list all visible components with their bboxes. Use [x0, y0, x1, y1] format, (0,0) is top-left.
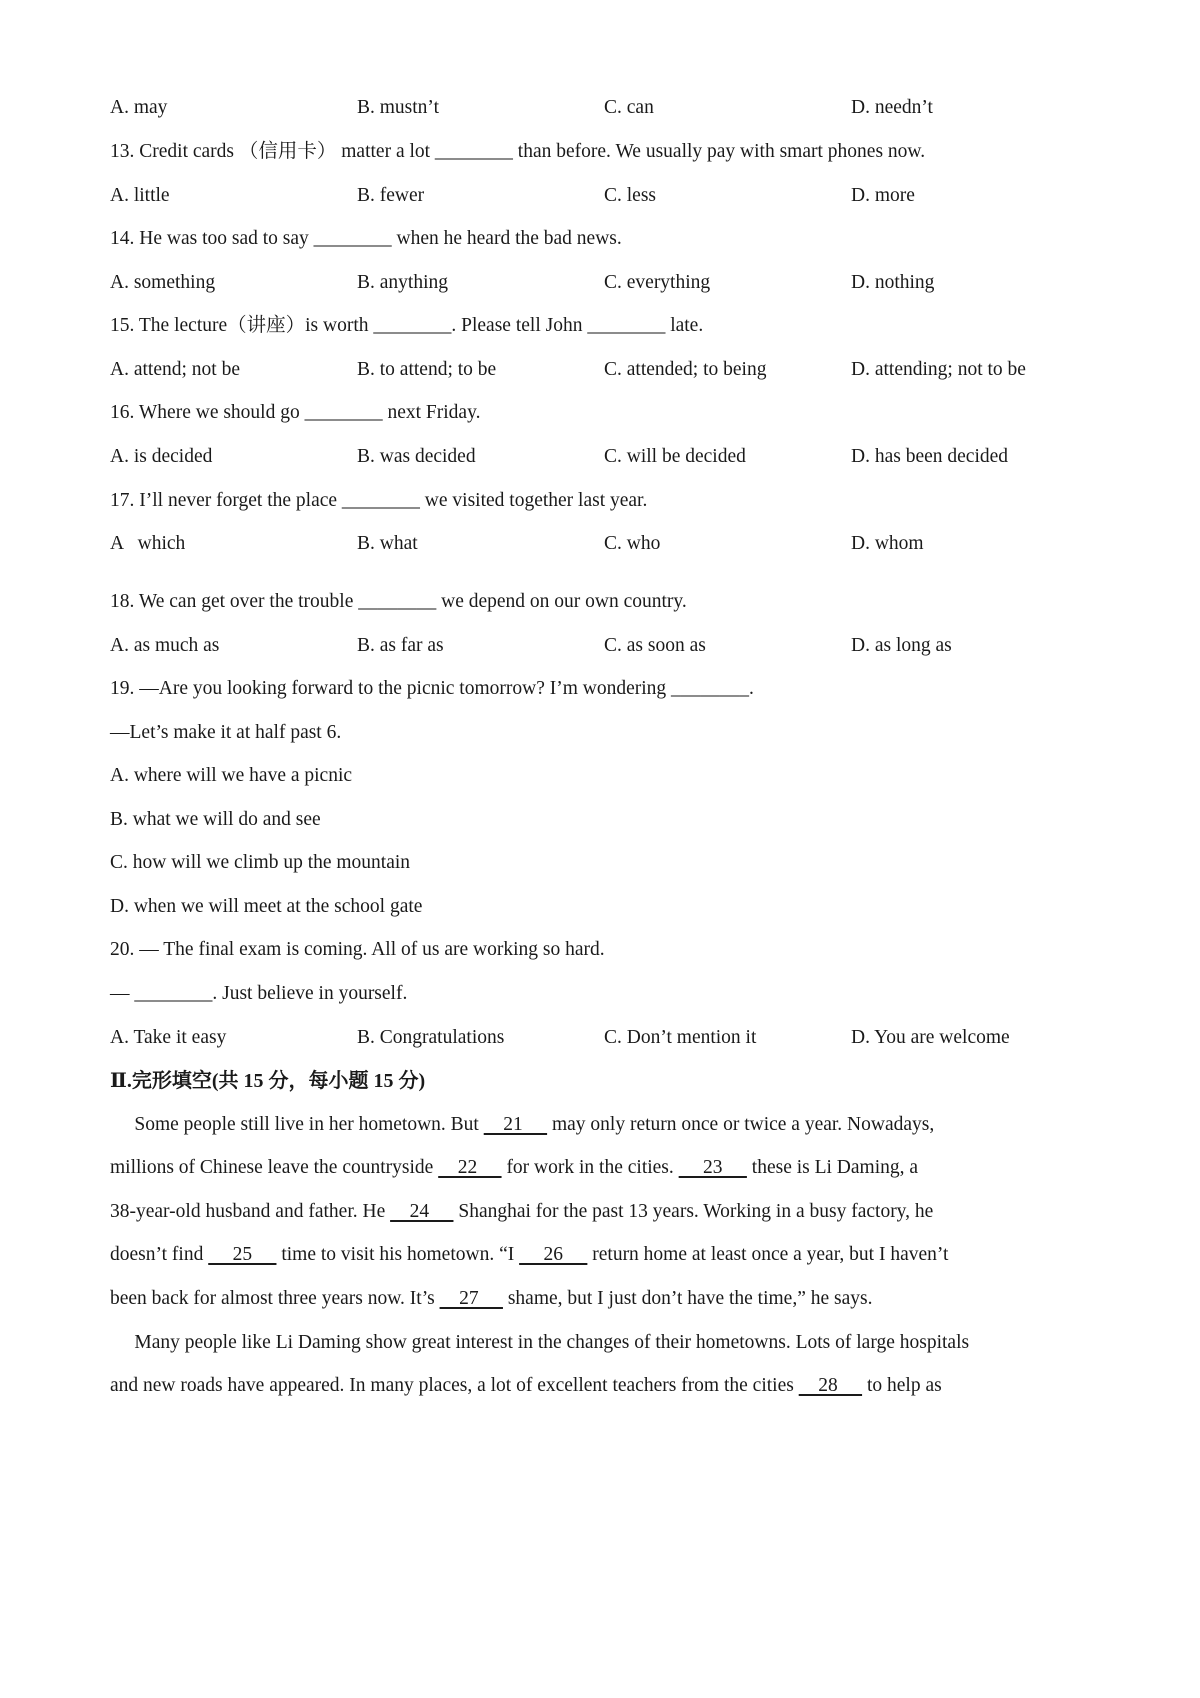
passage-line	[110, 1373, 1110, 1399]
q19-option-d: D. when we will meet at the school gate	[110, 896, 423, 917]
q17-option-b: B. what	[357, 533, 418, 554]
q17-option-d: D. whom	[851, 533, 924, 554]
q18-stem: 18. We can get over the trouble ________ we depend on our own country.	[110, 591, 687, 612]
q12-option-c: C. can	[604, 97, 654, 118]
passage-text: for work in the cities.	[501, 1157, 679, 1178]
blank-21: 21	[483, 1114, 548, 1135]
passage-text: shame, but I just don’t have the time,” he says.	[502, 1288, 873, 1309]
blank-27: 27	[439, 1288, 503, 1309]
passage-text: 38-year-old husband and father. He	[110, 1201, 391, 1222]
q13-option-c: C. less	[604, 185, 657, 206]
q18-option-a: A. as much as	[110, 635, 220, 656]
q15-option-d: D. attending; not to be	[851, 359, 1026, 380]
blank-24: 24	[390, 1201, 454, 1222]
passage-text: time to visit his hometown. “I	[276, 1244, 520, 1265]
passage-text: millions of Chinese leave the countryside	[110, 1157, 439, 1178]
q13-option-d: D. more	[851, 185, 915, 206]
q16-option-a: A. is decided	[110, 446, 213, 467]
q15-option-a: A. attend; not be	[110, 359, 240, 380]
q14-option-d: D. nothing	[851, 272, 935, 293]
section-heading: Ⅱ.完形填空(共 15 分，每小题 15 分)	[110, 1070, 426, 1092]
q19-reply: —Let’s make it at half past 6.	[110, 722, 342, 743]
passage-line	[110, 1155, 1110, 1181]
passage-line	[110, 1112, 1110, 1138]
q16-option-c: C. will be decided	[604, 446, 746, 467]
q14-stem: 14. He was too sad to say ________ when he heard the bad news.	[110, 228, 622, 249]
q16-option-b: B. was decided	[357, 446, 476, 467]
q17-option-a: A which	[110, 533, 186, 554]
q12-option-b: B. mustn’t	[357, 97, 439, 118]
blank-23: 23	[678, 1157, 747, 1178]
q15-option-c: C. attended; to being	[604, 359, 767, 380]
q12-option-a: A. may	[110, 97, 168, 118]
passage-text: and new roads have appeared. In many places, a lot of excellent teachers from the cities	[110, 1375, 799, 1396]
blank-28: 28	[798, 1375, 863, 1396]
passage-text: doesn’t find	[110, 1244, 209, 1265]
q15-stem: 15. The lecture（讲座）is worth ________. Please tell John ________ late.	[110, 315, 704, 336]
q16-stem: 16. Where we should go ________ next Friday.	[110, 402, 481, 423]
q13-stem: 13. Credit cards （信用卡） matter a lot ________ than before. We usually pay with smart phones now.	[110, 141, 926, 162]
q13-option-a: A. little	[110, 185, 170, 206]
q20-option-a: A. Take it easy	[110, 1027, 227, 1048]
passage-line	[110, 1199, 1110, 1225]
q14-option-b: B. anything	[357, 272, 448, 293]
q20-reply: — ________. Just believe in yourself.	[110, 983, 408, 1004]
passage-text: Some people still live in her hometown. But	[110, 1114, 484, 1135]
q16-option-d: D. has been decided	[851, 446, 1009, 467]
q18-option-d: D. as long as	[851, 635, 952, 656]
q20-option-c: C. Don’t mention it	[604, 1027, 757, 1048]
q14-option-c: C. everything	[604, 272, 711, 293]
q20-stem: 20. — The final exam is coming. All of us are working so hard.	[110, 939, 605, 960]
passage-text: Many people like Li Daming show great interest in the changes of their hometowns. Lots of large hospitals	[110, 1332, 970, 1353]
passage-line	[110, 1330, 1110, 1356]
q12-option-d: D. needn’t	[851, 97, 933, 118]
passage-text: to help as	[862, 1375, 942, 1396]
blank-22: 22	[438, 1157, 502, 1178]
blank-26: 26	[519, 1244, 588, 1265]
q15-option-b: B. to attend; to be	[357, 359, 497, 380]
q18-option-b: B. as far as	[357, 635, 444, 656]
q20-option-d: D. You are welcome	[851, 1027, 1010, 1048]
passage-text: Shanghai for the past 13 years. Working in a busy factory, he	[453, 1201, 934, 1222]
q19-option-c: C. how will we climb up the mountain	[110, 852, 411, 873]
blank-25: 25	[208, 1244, 277, 1265]
q20-option-b: B. Congratulations	[357, 1027, 505, 1048]
passage-line	[110, 1242, 1110, 1268]
q17-option-c: C. who	[604, 533, 661, 554]
passage-text: these is Li Daming, a	[746, 1157, 919, 1178]
q17-stem: 17. I’ll never forget the place ________ we visited together last year.	[110, 490, 648, 511]
passage-text: return home at least once a year, but I haven’t	[587, 1244, 949, 1265]
passage-line	[110, 1286, 1110, 1312]
passage-text: may only return once or twice a year. Nowadays,	[547, 1114, 935, 1135]
q19-stem: 19. —Are you looking forward to the picnic tomorrow? I’m wondering ________.	[110, 678, 754, 699]
q14-option-a: A. something	[110, 272, 216, 293]
q18-option-c: C. as soon as	[604, 635, 706, 656]
passage-text: been back for almost three years now. It’s	[110, 1288, 440, 1309]
q19-option-b: B. what we will do and see	[110, 809, 321, 830]
q19-option-a: A. where will we have a picnic	[110, 765, 353, 786]
q13-option-b: B. fewer	[357, 185, 425, 206]
